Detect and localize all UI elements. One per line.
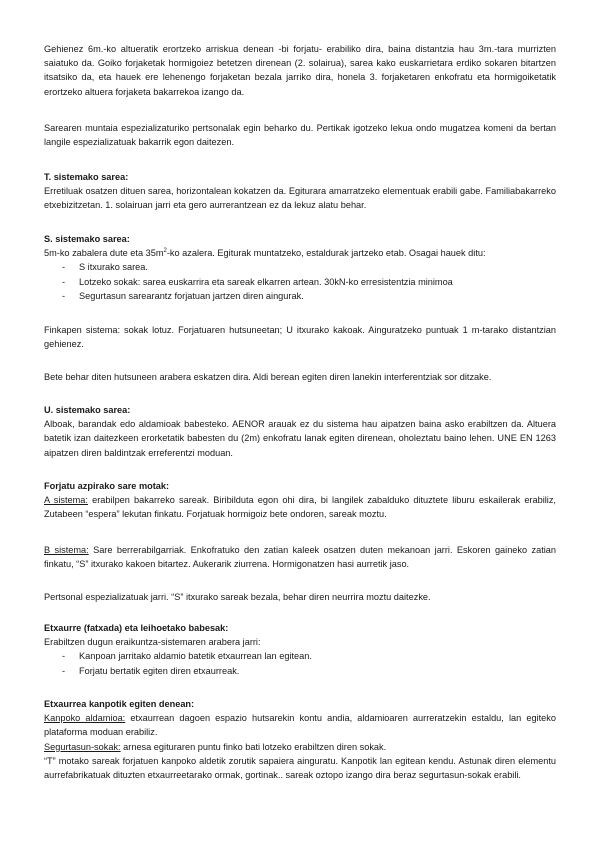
section-s-system (44, 232, 556, 303)
dash-bullet: - (62, 290, 66, 301)
s-intro-text-a: 5m-ko zabalera dute eta 35m (44, 248, 164, 259)
t-type-nets-paragraph: “T” motako sareak forjatuen kanpoko aldetik zorutik sapaiera ainguratu. Kanpotik lan egitean kendu. Astunak diren elementu aurrefabrikatuak dituzten etxaurreetarako ormak, gortinak.. sareak oztopo izango dira beraz segurtasun-sokak erabili. (44, 755, 556, 781)
a-system-text: erabilpen bakarreko sareak. Biribilduta egon ohi dira, bi langilek zabalduko dituztete liburu eskailerak erabiliz, Zutabeen “espera” lekutan finkatu. Forjatuak hormigoiz bete ondoren, sareak moztu. (44, 495, 556, 520)
section-t-system (44, 170, 556, 213)
safety-ropes-label: Segurtasun-sokak: (44, 741, 121, 752)
list-item-text: Segurtasun sarearantz forjatuan jartzen diren aingurak. (79, 290, 304, 301)
section-under-slab (44, 479, 556, 522)
scaffold-text: etxaurrean dagoen espazio hutsarekin kontu andia, aldamioaren aurreratzekin estaldu, lan egiteko plataforma moduan erabiliz. (44, 713, 556, 738)
list-item (44, 275, 556, 289)
dash-bullet: - (62, 651, 66, 662)
facade-list (44, 649, 556, 677)
list-item (44, 649, 556, 663)
dash-bullet: - (62, 262, 66, 273)
facade-intro: Erabiltzen dugun eraikuntza-sistemaren arabera jarri: (44, 637, 261, 648)
paragraph-fixing-system: Finkapen sistema: sokak lotuz. Forjatuaren hutsuneetan; U itxurako kakoak. Ainguratzeko puntuak 1 m-tarako distantzian gehienez. (44, 325, 556, 350)
s-system-heading: S. sistemako sarea: (44, 234, 130, 244)
list-item-text: Lotzeko sokak: sarea euskarrira eta sareak elkarren artean. 30kN-ko erresistentzia minimoa (79, 276, 453, 287)
list-item (44, 260, 556, 274)
b-system-paragraph (44, 543, 556, 571)
dash-bullet: - (62, 665, 66, 676)
s-intro-superscript: 2 (163, 248, 167, 255)
paragraph-personnel: Pertsonal espezializatuak jarri. “S” itxurako sareak bezala, behar diren neurrira moztu daitezke. (44, 592, 431, 602)
t-system-body: Erretiluak osatzen dituen sarea, horizontalean kokatzen da. Egiturara amarratzeko elementuak erabili gabe. Familiabakarreko etxebizitzetan. 1. solairuan jarri eta gero aurrerantzean ez da lekuz alatu behar. (44, 186, 556, 211)
scaffold-label: Kanpoko aldamioa: (44, 713, 126, 724)
paragraph-intro: Gehienez 6m.-ko altueratik erortzeko arriskua denean -bi forjatu- erabiliko dira, baina distantzia hau 3m.-tara murrizten saiatuko da. Goiko forjaketak hormigoiez betetzen direnean (2. solairua), sarea kako euskarrietara erdiko sokaren bitartzen itsatsiko da, eta hauek ere lehenengo forjaketan bezala jarriko dira, honela 3. forjaketaren enkofratu eta hormigoiketatik erortzeko altuera forjaketa bakarrekoa izango da. (44, 44, 556, 97)
paragraph-openings: Bete behar diten hutsuneen arabera eskatzen dira. Aldi berean egiten diren lanekin interferentziak sor ditzake. (44, 372, 492, 382)
under-slab-heading: Forjatu azpirako sare motak: (44, 481, 170, 491)
safety-ropes-paragraph (44, 740, 556, 754)
a-system-paragraph (44, 493, 556, 521)
dash-bullet: - (62, 276, 66, 287)
section-exterior-work (44, 697, 556, 782)
list-item-text: Forjatu bertatik egiten diren etxaurreak. (79, 665, 240, 676)
section-u-system (44, 403, 556, 460)
list-item (44, 289, 556, 303)
u-system-heading: U. sistemako sarea: (44, 405, 131, 415)
exterior-work-heading: Etxaurrea kanpotik egiten denean: (44, 699, 195, 709)
list-item-text: Kanpoan jarritako aldamio batetik etxaurrean lan egitean. (79, 651, 312, 662)
t-system-heading: T. sistemako sarea: (44, 172, 129, 182)
a-system-label: A sistema: (44, 495, 88, 506)
s-system-intro (44, 246, 556, 260)
paragraph-mounting: Sarearen muntaia espezializaturiko pertsonalak egin beharko du. Pertikak igotzeko lekua ondo mugatzea komeni da bertan langile espezializatuak bakarrik egon daitezen. (44, 123, 556, 148)
b-system-label: B sistema: (44, 545, 89, 555)
s-system-list (44, 260, 556, 303)
safety-ropes-text: arnesa egituraren puntu finko bati lotzeko erabiltzen diren sokak. (120, 741, 387, 752)
list-item (44, 664, 556, 678)
facade-heading: Etxaurre (fatxada) eta leihoetako babesak: (44, 623, 229, 633)
section-facade (44, 621, 556, 678)
b-system-text: Sare berrerabilgarriak. Enkofratuko den zatian kaleek osatzen duten mekanoan jarri. Eskoren gaineko zatian finkatu, “S” itxurako kakoen bitartez. Aukerarik ziurrena. Hormigonatzen hasi aurretik jaso. (44, 545, 557, 570)
s-intro-text-b: -ko azalera. Egiturak muntatzeko, estaldurak jartzeko etab. Osagai hauek ditu: (166, 248, 486, 259)
u-system-body: Alboak, barandak edo aldamioak babesteko. AENOR arauak ez du sistema hau aipatzen baina asko erabiltzen da. Altuera batetik izan daitezkeen erorketatik babesten du (2m) enkofratu lanak egiten direnean, oholeztatu baino lehen. UNE EN 1263 aipatzen diren baldintzak erreferentzi moduan. (44, 419, 556, 458)
list-item-text: S itxurako sarea. (79, 262, 148, 273)
scaffold-paragraph (44, 711, 556, 739)
